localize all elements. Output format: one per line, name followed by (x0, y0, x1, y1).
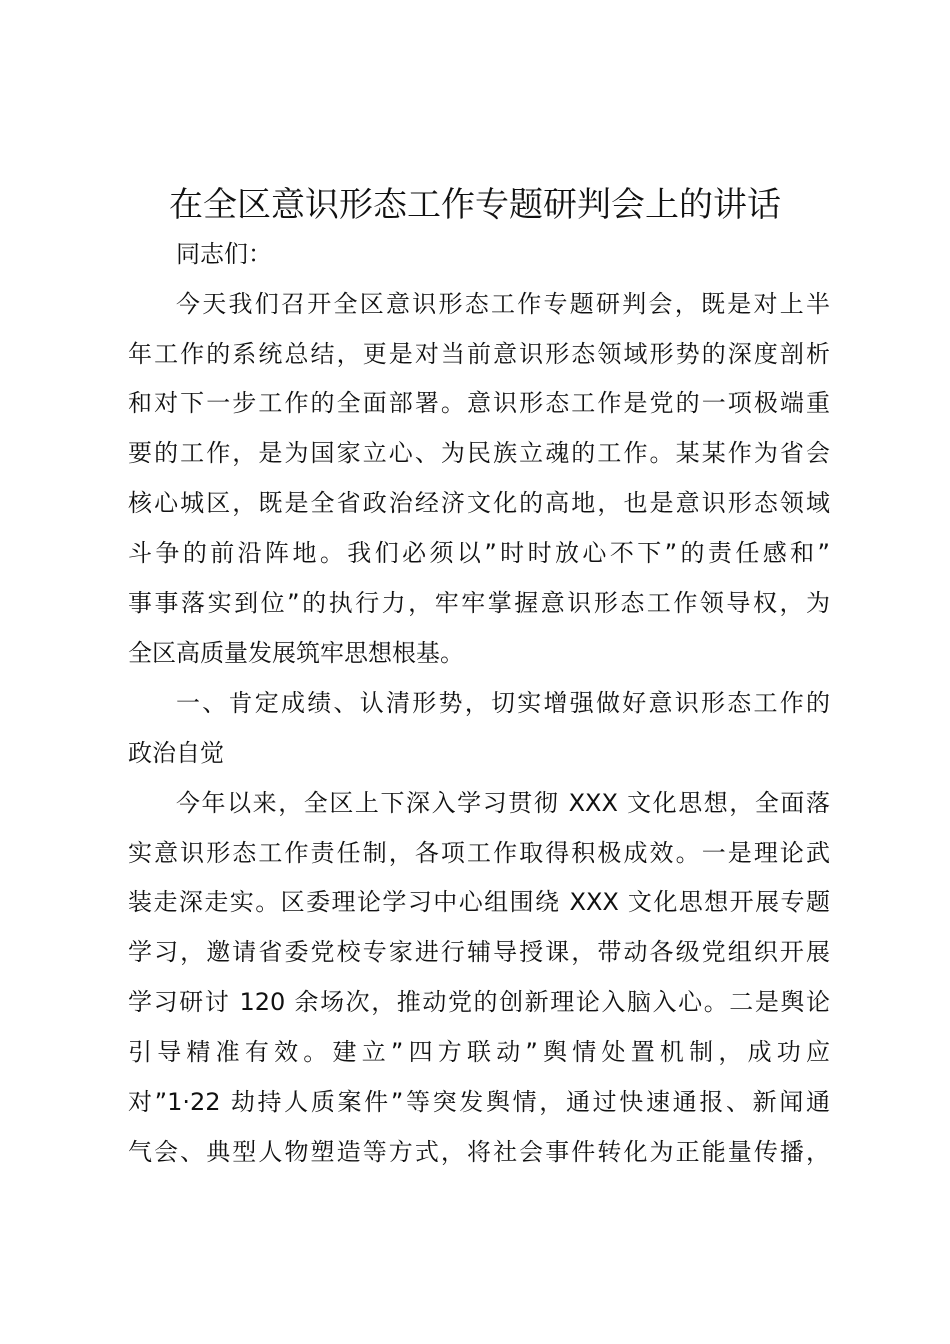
paragraph-1-line: 核心城区，既是全省政治经济文化的高地，也是意识形态领域 (128, 489, 830, 517)
paragraph-1-line: 年工作的系统总结，更是对当前意识形态领域形势的深度剖析 (128, 340, 830, 368)
paragraph-1-line: 斗争的前沿阵地。我们必须以”时时放心不下”的责任感和” (128, 539, 830, 567)
paragraph-1-line: 和对下一步工作的全面部署。意识形态工作是党的一项极端重 (128, 389, 830, 417)
salutation: 同志们： (176, 240, 272, 268)
paragraph-3-line: 对”1·22 劫持人质案件”等突发舆情，通过快速通报、新闻通 (128, 1088, 830, 1116)
paragraph-3-line: 学习，邀请省委党校专家进行辅导授课，带动各级党组织开展 (128, 938, 830, 966)
paragraph-3-line: 引导精准有效。建立”四方联动”舆情处置机制，成功应 (128, 1038, 830, 1066)
paragraph-3-line: 今年以来，全区上下深入学习贯彻 XXX 文化思想，全面落 (176, 789, 830, 817)
paragraph-1-line: 今天我们召开全区意识形态工作专题研判会，既是对上半 (176, 290, 830, 318)
document-title: 在全区意识形态工作专题研判会上的讲话 (169, 185, 781, 225)
paragraph-3-line: 实意识形态工作责任制，各项工作取得积极成效。一是理论武 (128, 839, 830, 867)
section-heading-line: 政治自觉 (128, 739, 224, 767)
section-heading-line: 一、肯定成绩、认清形势，切实增强做好意识形态工作的 (176, 689, 830, 717)
paragraph-3-line: 学习研讨 120 余场次，推动党的创新理论入脑入心。二是舆论 (128, 988, 830, 1016)
paragraph-3-line: 装走深走实。区委理论学习中心组围绕 XXX 文化思想开展专题 (128, 888, 830, 916)
paragraph-1-line: 要的工作，是为国家立心、为民族立魂的工作。某某作为省会 (128, 439, 830, 467)
paragraph-1-line: 事事落实到位”的执行力，牢牢掌握意识形态工作领导权，为 (128, 589, 830, 617)
paragraph-3-line: 气会、典型人物塑造等方式，将社会事件转化为正能量传播， (128, 1138, 830, 1166)
paragraph-1-line: 全区高质量发展筑牢思想根基。 (128, 639, 464, 667)
